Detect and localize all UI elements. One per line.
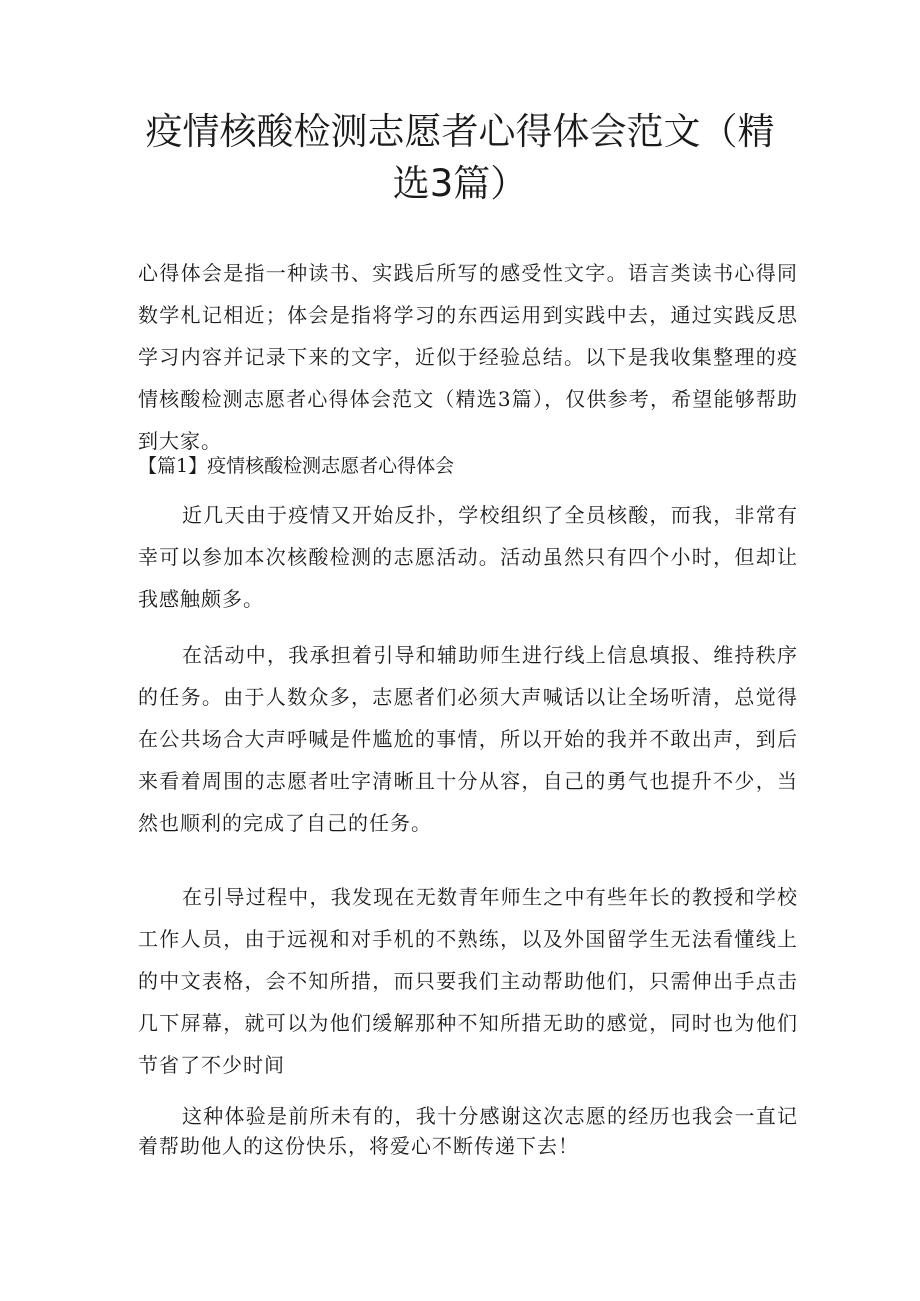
body-paragraph-4: 这种体验是前所未有的，我十分感谢这次志愿的经历也我会一直记着帮助他人的这份快乐，将爱心不断传递下去！: [138, 1104, 798, 1158]
body-paragraph-3: 在引导过程中，我发现在无数青年师生之中有些年长的教授和学校工作人员，由于远视和对手机的不熟练，以及外国留学生无法看懂线上的中文表格，会不知所措，而只要我们主动帮助他们，只需伸出手点击几下屏幕，就可以为他们缓解那种不知所措无助的感觉，同时也为他们节省了不少时间: [138, 885, 798, 1077]
intro-paragraph: 心得体会是指一种读书、实践后所写的感受性文字。语言类读书心得同数学札记相近；体会是指将学习的东西运用到实践中去，通过实践反思学习内容并记录下来的文字，近似于经验总结。以下是我收集整理的疫情核酸检测志愿者心得体会范文（精选3篇），仅供参考，希望能够帮助到大家。: [138, 261, 798, 453]
document-title: 疫情核酸检测志愿者心得体会范文（精选3篇）: [145, 110, 775, 205]
section-heading: 【篇1】疫情核酸检测志愿者心得体会: [138, 455, 455, 477]
body-paragraph-2: 在活动中，我承担着引导和辅助师生进行线上信息填报、维持秩序的任务。由于人数众多，志愿者们必须大声喊话以让全场听清，总觉得在公共场合大声呼喊是件尴尬的事情，所以开始的我并不敢出声，到后来看着周围的志愿者吐字清晰且十分从容，自己的勇气也提升不少，当然也顺利的完成了自己的任务。: [138, 643, 798, 835]
body-paragraph-1: 近几天由于疫情又开始反扑，学校组织了全员核酸，而我，非常有幸可以参加本次核酸检测的志愿活动。活动虽然只有四个小时，但却让我感触颇多。: [138, 503, 798, 611]
